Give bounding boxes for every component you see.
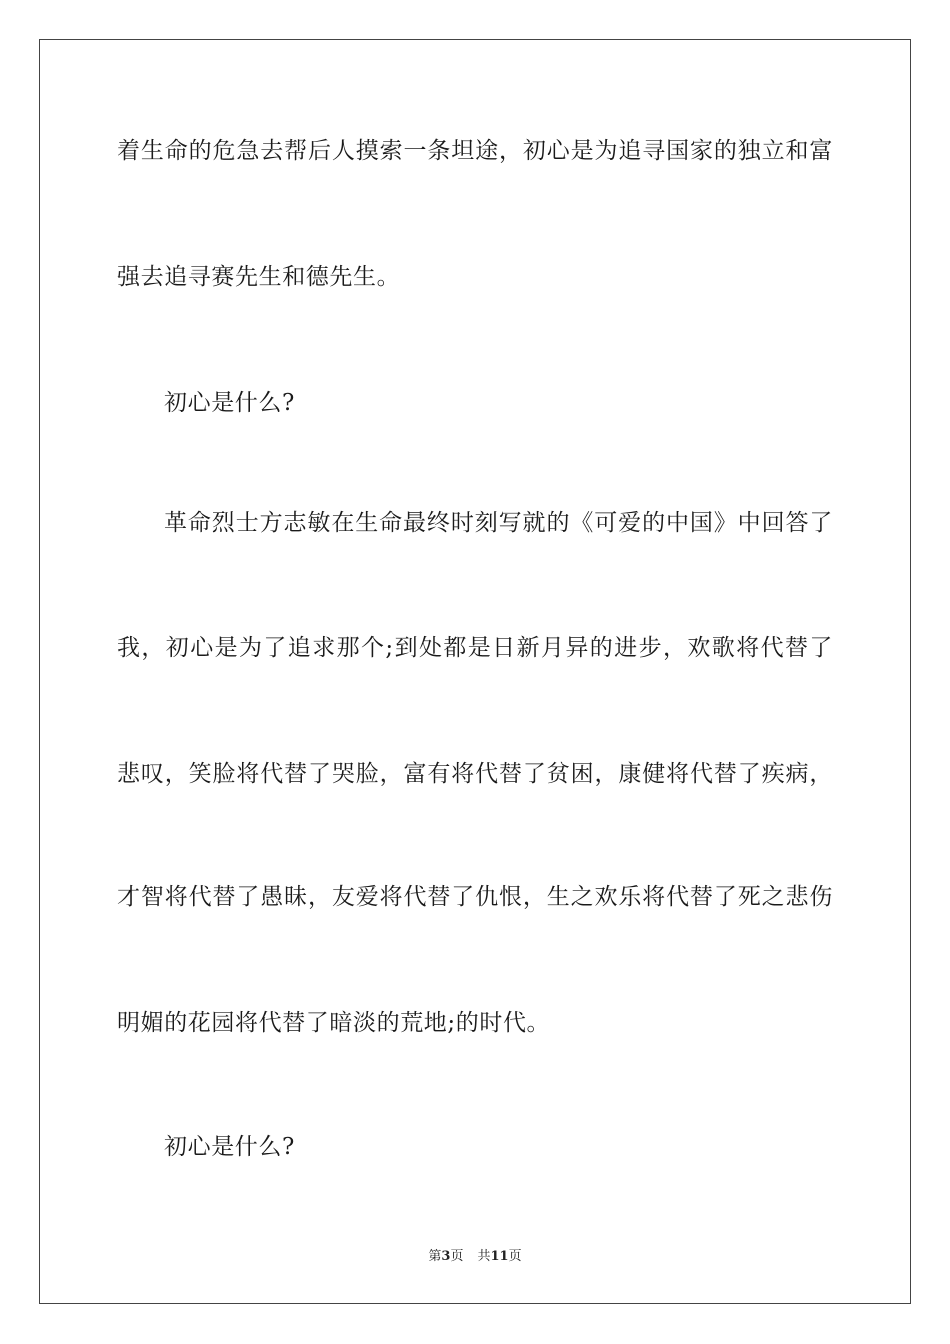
page-prefix: 第 bbox=[428, 1249, 442, 1264]
total-prefix: 共 bbox=[477, 1249, 491, 1264]
question-heading: 初心是什么? bbox=[164, 390, 295, 416]
question-heading: 初心是什么? bbox=[164, 1134, 295, 1160]
page-number: 3 bbox=[441, 1249, 451, 1264]
page-frame bbox=[39, 39, 911, 1304]
body-text-line: 强去追寻赛先生和德先生。 bbox=[117, 264, 401, 290]
body-text-line: 才智将代替了愚昧，友爱将代替了仇恨，生之欢乐将代替了死之悲伤 bbox=[117, 884, 833, 910]
total-pages: 11 bbox=[490, 1249, 509, 1264]
total-suffix: 页 bbox=[508, 1249, 522, 1264]
body-text-line: 明媚的花园将代替了暗淡的荒地;的时代。 bbox=[117, 1010, 551, 1036]
body-text-line: 悲叹，笑脸将代替了哭脸，富有将代替了贫困，康健将代替了疾病， bbox=[117, 761, 833, 787]
page-footer bbox=[0, 1248, 950, 1266]
body-text-line: 着生命的危急去帮后人摸索一条坦途，初心是为追寻国家的独立和富 bbox=[117, 138, 833, 164]
body-text-line: 革命烈士方志敏在生命最终时刻写就的《可爱的中国》中回答了 bbox=[164, 510, 833, 536]
body-text-line: 我，初心是为了追求那个;到处都是日新月异的进步，欢歌将代替了 bbox=[117, 635, 833, 661]
page-suffix: 页 bbox=[450, 1249, 464, 1264]
